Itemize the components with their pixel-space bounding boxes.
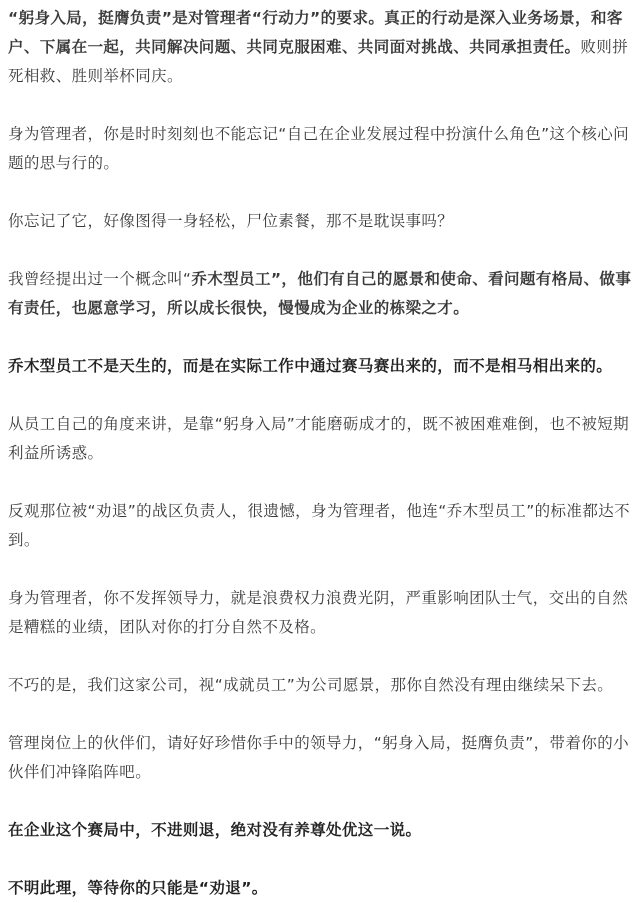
paragraph-7: 反观那位被“劝退”的战区负责人，很遗憾，身为管理者，他连“乔木型员工”的标准都达不到。 — [8, 502, 631, 549]
paragraph-4-bold: 乔木型员工”，他们有自己的愿景和使命、看问题有格局、做事有责任，也愿意学习，所以成长很快，慢慢成为企业的栋梁之才。 — [8, 270, 632, 317]
paragraph-2: 身为管理者，你是时时刻刻也不能忘记“自己在企业发展过程中扮演什么角色”这个核心问题的思与行的。 — [8, 125, 630, 172]
paragraph-4 — [8, 265, 636, 323]
paragraph-11: 在企业这个赛局中，不进则退，绝对没有养尊处优这一说。 — [8, 821, 422, 839]
paragraph-9: 不巧的是，我们这家公司，视“成就员工”为公司愿景，那你自然没有理由继续呆下去。 — [8, 676, 614, 694]
paragraph-4-lead: 我曾经提出过一个概念叫“ — [8, 270, 192, 288]
paragraph-10: 管理岗位上的伙伴们，请好好珍惜你手中的领导力，“躬身入局，挺膺负责”，带着你的小伙伴们冲锋陷阵吧。 — [8, 734, 630, 781]
article-body — [8, 0, 636, 903]
paragraph-8: 身为管理者，你不发挥领导力，就是浪费权力浪费光阴，严重影响团队士气，交出的自然是糟糕的业绩，团队对你的打分自然不及格。 — [8, 589, 629, 636]
paragraph-5: 乔木型员工不是天生的，而是在实际工作中通过赛马赛出来的，而不是相马相出来的。 — [8, 357, 613, 375]
paragraph-3: 你忘记了它，好像图得一身轻松，尸位素餐，那不是耽误事吗？ — [8, 212, 454, 230]
paragraph-12: 不明此理，等待你的只能是“劝退”。 — [8, 879, 268, 897]
paragraph-1-tail: 败则拼死相救、胜则举杯同庆。 — [8, 38, 629, 85]
paragraph-1-bold: “躬身入局，挺膺负责”是对管理者“行动力”的要求。真正的行动是深入业务场景，和客户、下属在一起，共同解决问题、共同克服困难、共同面对挑战、共同承担责任。 — [8, 9, 623, 56]
paragraph-6: 从员工自己的角度来讲，是靠“躬身入局”才能磨砺成才的，既不被困难难倒，也不被短期利益所诱惑。 — [8, 415, 630, 462]
paragraph-1 — [8, 4, 636, 91]
